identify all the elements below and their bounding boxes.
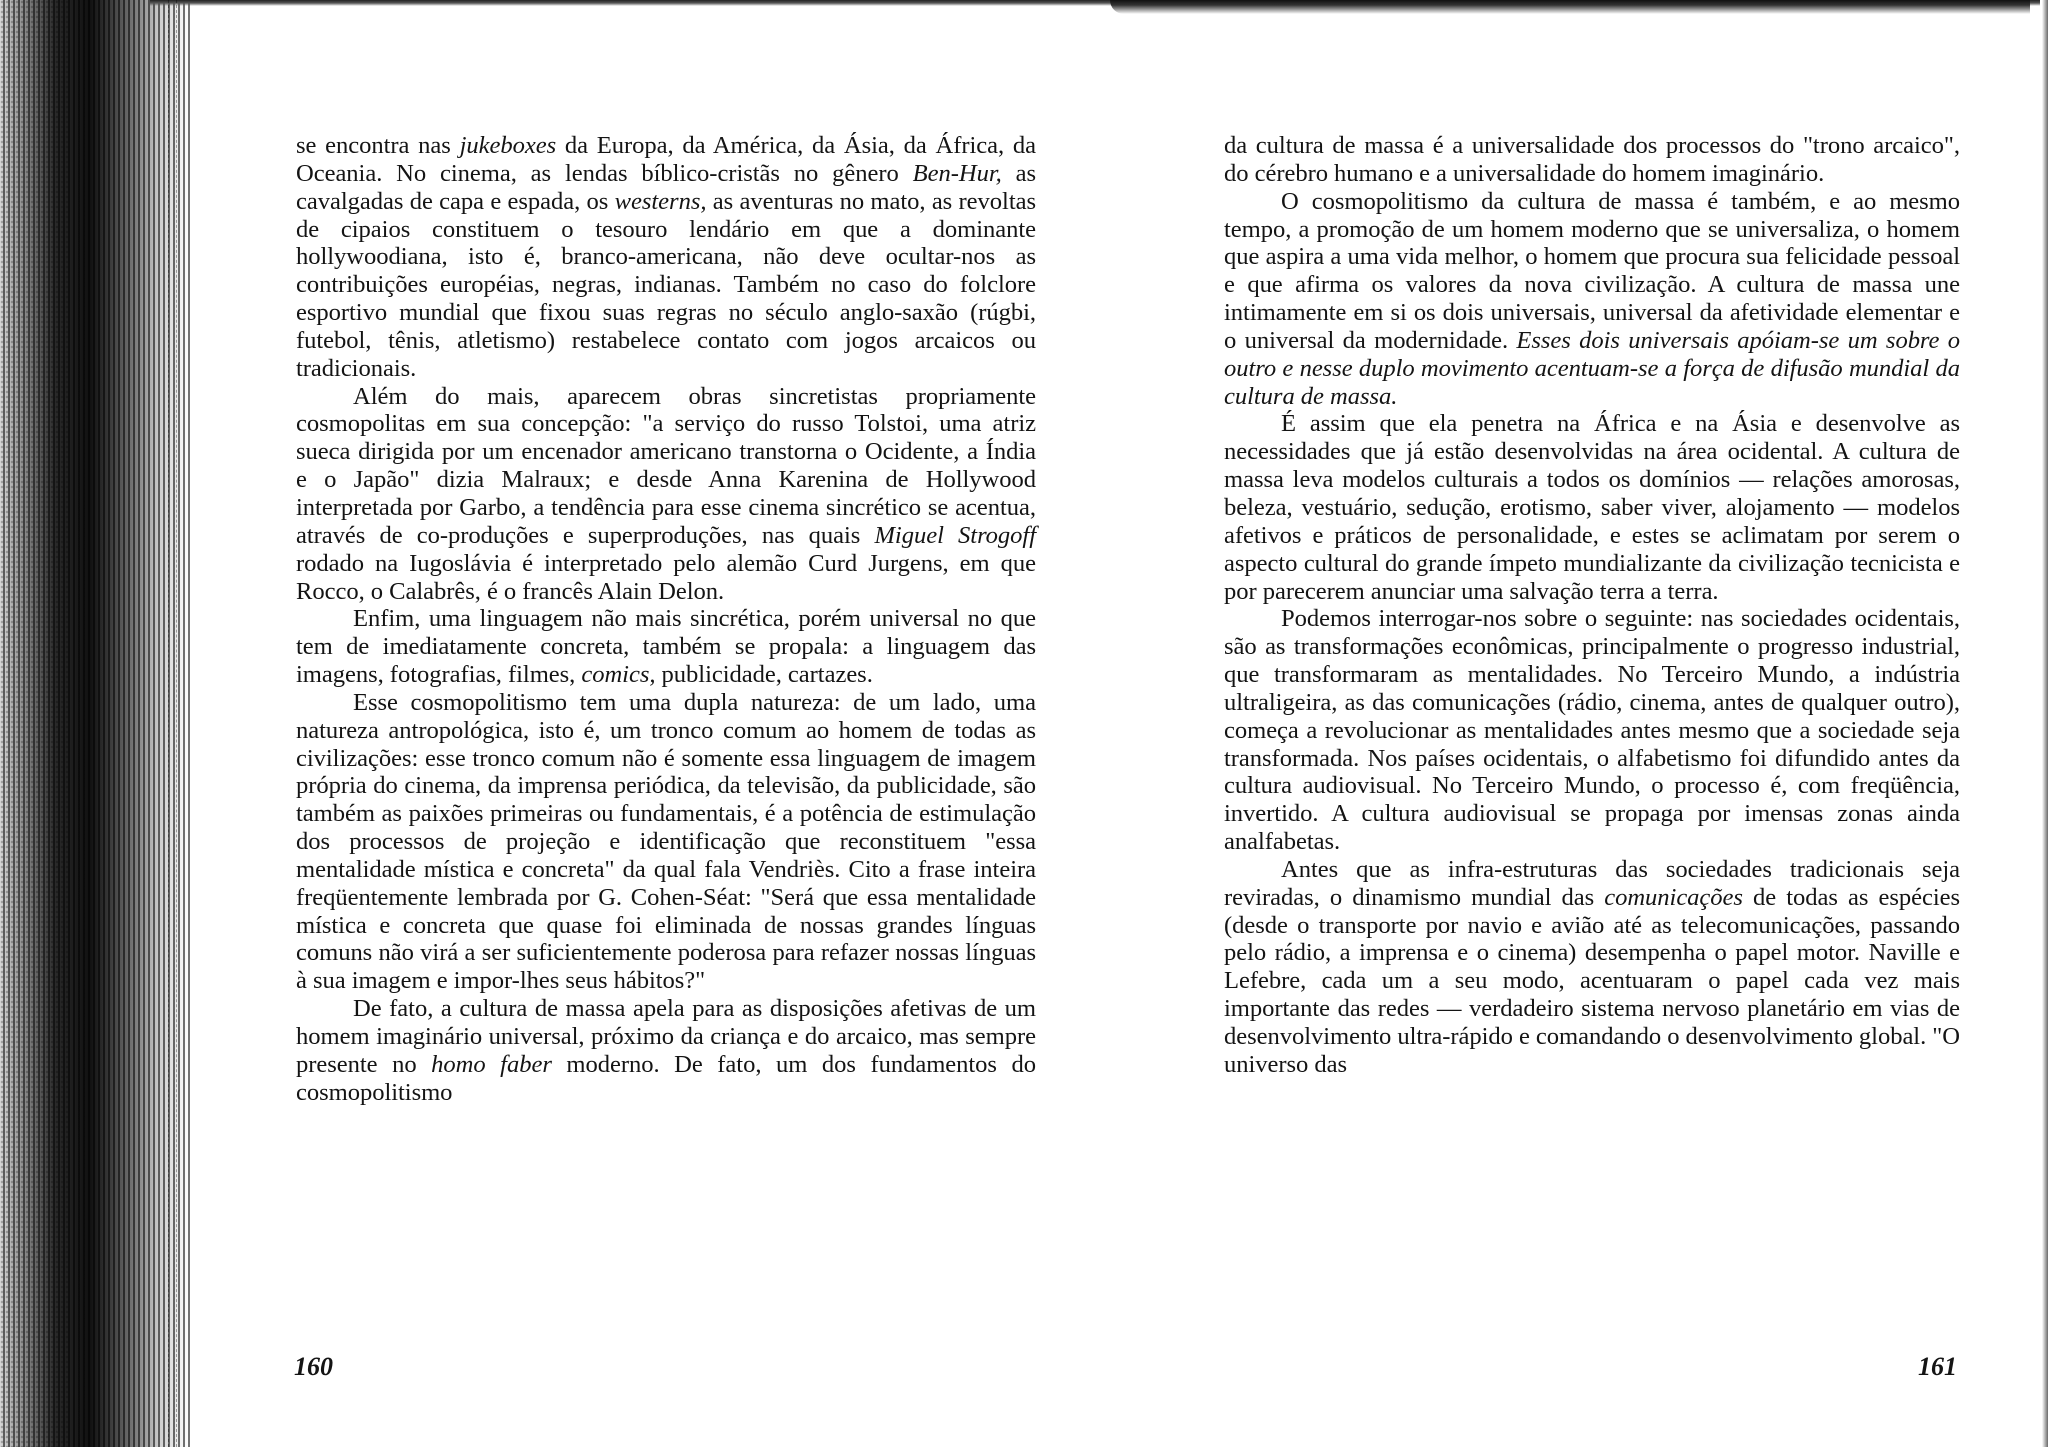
scan-artifact-line	[176, 0, 177, 1447]
text-run: da cultura de massa é a universalidade dos processos do "trono arcaico", do cérebro humano e a universalidade do homem imaginário.	[1224, 132, 1960, 187]
italic-text: Miguel Strogoff	[874, 521, 1036, 549]
paragraph	[296, 132, 1036, 383]
paragraph	[296, 995, 1036, 1106]
scan-top-edge-right	[1110, 0, 2030, 14]
paragraph	[296, 605, 1036, 689]
text-run: Podemos interrogar-nos sobre o seguinte: nas sociedades ocidentais, são as transformações econômicas, principalmente o progresso industrial, que transformaram as mentalidades. No Terceiro Mundo, a indústria ultraligeira, as das comunicações (rádio, cinema, antes de qualquer outro), começa a revolucionar as mentalidades antes mesmo que a sociedade seja transformada. Nos países ocidentais, o alfabetismo foi difundido antes da cultura audiovisual. No Terceiro Mundo, o processo é, com freqüência, invertido. A cultura audiovisual se propaga por imensas zonas ainda analfabetas.	[1224, 605, 1960, 856]
paragraph	[1224, 188, 1960, 411]
scan-edge-noise	[0, 0, 70, 1447]
right-page-number: 161	[1918, 1352, 1957, 1381]
right-page-body	[1224, 132, 1960, 1079]
paragraph	[1224, 605, 1960, 856]
text-run: Além do mais, aparecem obras sincretistas propriamente cosmopolitas em sua concepção: "a serviço do russo Tolstoi, uma atriz sueca dirigida por um encenador americano transtorna o Ocidente, a Índia e o Japão" dizia Malraux; e desde Anna Karenina de Hollywood interpretada por Garbo, a tendência para esse cinema sincrético se acentua, através de co-produções e superproduções, nas quais	[296, 382, 1036, 549]
text-run: as cavalgadas de capa e espada, os	[296, 159, 1036, 215]
text-run: Enfim, uma linguagem não mais sincrética, porém universal no que tem de imediatamente concreta, também se propala: a linguagem das imagens, fotografias, filmes,	[296, 605, 1036, 689]
scan-right-edge	[2042, 0, 2048, 1447]
paragraph	[296, 383, 1036, 606]
text-run: de todas as espécies (desde o transporte por navio e avião até as telecomunicações, passando pelo rádio, a imprensa e o cinema) desempenha o papel motor. Naville e Lefebre, cada um a seu modo, acentuaram o papel cada vez mais importante das redes — verdadeiro sistema nervoso planetário em vias de desenvolvimento ultra-rápido e comandando o desenvolvimento global. "O universo das	[1224, 883, 1960, 1078]
italic-text: homo faber	[431, 1050, 552, 1078]
italic-text: westerns,	[614, 187, 707, 215]
italic-text: comics,	[581, 661, 656, 689]
left-page-number: 160	[294, 1352, 333, 1381]
text-run: Esse cosmopolitismo tem uma dupla natureza: de um lado, uma natureza antropológica, isto é, um tronco comum ao homem de todas as civilizações: esse tronco comum não é somente essa linguagem de imagem própria do cinema, da imprensa periódica, da televisão, da publicidade, são também as paixões primeiras ou fundamentais, é a potência de estimulação dos processos de projeção e identificação que reconstituem "essa mentalidade mística e concreta" da qual fala Vendriès. Cito a frase inteira freqüentemente lembrada por G. Cohen-Séat: "Será que essa mentalidade mística e concreta que quase foi eliminada de nossas grandes línguas comuns não virá a ser suficientemente poderosa para refazer nossas línguas à sua imagem e impor-lhes seus hábitos?"	[296, 688, 1036, 995]
paragraph	[1224, 856, 1960, 1079]
italic-text: Ben-Hur,	[912, 159, 1002, 187]
italic-text: comunicações	[1604, 883, 1743, 911]
paragraph	[296, 689, 1036, 995]
text-run: da Europa, da América, da Ásia, da África, da Oceania. No cinema, as lendas bíblico-cristãs no gênero	[296, 132, 1036, 187]
text-run: Antes que as infra-estruturas das sociedades tradicionais seja reviradas, o dinamismo mundial das	[1224, 855, 1960, 911]
scan-artifact-line	[168, 0, 169, 1447]
left-page-body	[296, 132, 1036, 1107]
paragraph	[1224, 132, 1960, 188]
text-run: as aventuras no mato, as revoltas de cipaios constituem o tesouro lendário em que a dominante hollywoodiana, isto é, branco-americana, não deve ocultar-nos as contribuições européias, negras, indianas. Também no caso do folclore esportivo mundial que fixou suas regras no século anglo-saxão (rúgbi, futebol, tênis, atletismo) restabelece contato com jogos arcaicos ou tradicionais.	[296, 187, 1036, 382]
paragraph	[1224, 410, 1960, 605]
text-run: se encontra nas	[296, 132, 460, 159]
text-run: rodado na Iugoslávia é interpretado pelo alemão Curd Jurgens, em que Rocco, o Calabrês, é o francês Alain Delon.	[296, 549, 1036, 605]
text-run: publicidade, cartazes.	[655, 661, 873, 689]
text-run: É assim que ela penetra na África e na Ásia e desenvolve as necessidades que já estão desenvolvidas na área ocidental. A cultura de massa leva modelos culturais a todos os domínios — relações amorosas, beleza, vestuário, sedução, erotismo, saber viver, alojamento — modelos afetivos e práticos de personalidade, e estes se aclimatam por serem o aspecto cultural do grande ímpeto mundializante da civilização tecnicista e por parecerem anunciar uma salvação terra a terra.	[1224, 410, 1960, 605]
italic-text: Esses dois universais apóiam-se um sobre o outro e nesse duplo movimento acentuam-se a força de difusão mundial da cultura de massa.	[1224, 326, 1961, 410]
italic-text: jukeboxes	[459, 132, 557, 159]
text-run: De fato, a cultura de massa apela para as disposições afetivas de um homem imaginário universal, próximo da criança e do arcaico, mas sempre presente no	[296, 995, 1036, 1078]
text-run: moderno. De fato, um dos fundamentos do cosmopolitismo	[296, 1050, 1036, 1106]
text-run: O cosmopolitismo da cultura de massa é também, e ao mesmo tempo, a promoção de um homem moderno que se universaliza, o homem que aspira a uma vida melhor, o homem que procura sua felicidade pessoal e que afirma os valores da nova civilização. A cultura de massa une intimamente em si os dois universais, universal da afetividade elementar e o universal da modernidade.	[1224, 187, 1960, 354]
